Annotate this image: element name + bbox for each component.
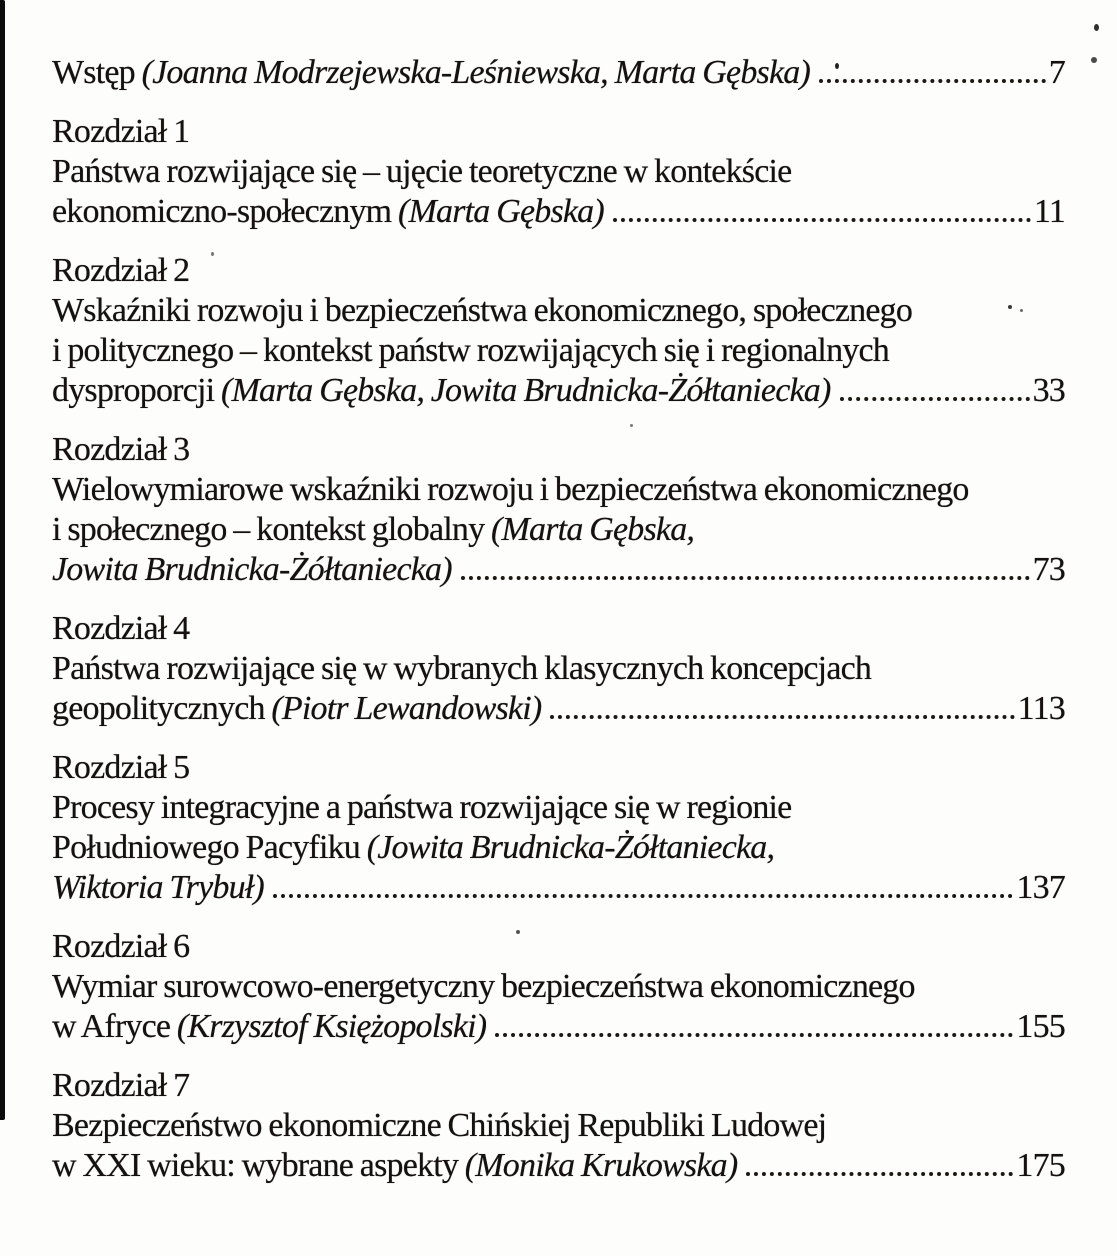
toc-line-with-page <box>52 192 1065 232</box>
toc-line-text <box>52 789 791 826</box>
toc-entry <box>52 609 1065 729</box>
title-text: geopolitycznych <box>52 690 272 727</box>
author-names: (Marta Gębska, <box>491 511 695 548</box>
toc-line <box>52 649 1065 689</box>
toc-line-text <box>52 550 452 590</box>
dot-leader <box>461 576 1030 580</box>
dot-leader <box>840 397 1030 401</box>
page-number: 7 <box>1048 54 1065 91</box>
toc-line-text <box>52 192 604 232</box>
toc-entry <box>52 251 1065 411</box>
toc-line <box>52 510 1065 550</box>
toc-entry <box>52 430 1065 590</box>
toc-line-with-page <box>52 689 1065 729</box>
title-text: Wskaźniki rozwoju i bezpieczeństwa ekonomicznego, społecznego <box>52 292 913 329</box>
toc-line <box>52 788 1065 828</box>
toc-line-text <box>52 53 810 93</box>
author-names: Jowita Brudnicka-Żółtaniecka) <box>52 551 452 588</box>
page-number: 33 <box>1032 372 1065 409</box>
chapter-label: Rozdział 3 <box>52 431 190 468</box>
author-names: (Monika Krukowska) <box>464 1147 738 1184</box>
toc-line-text <box>52 968 915 1005</box>
toc-line-text <box>52 292 912 329</box>
toc-line-with-page <box>52 53 1065 93</box>
toc-entry <box>52 1066 1065 1186</box>
toc-line <box>52 331 1065 371</box>
toc-entry <box>52 112 1065 232</box>
toc-list <box>52 53 1065 1186</box>
toc-line-text <box>52 153 791 190</box>
author-names: (Jowita Brudnicka-Żółtaniecka, <box>366 829 775 866</box>
author-names: (Joanna Modrzejewska-Leśniewska, Marta Gębska) <box>141 54 810 91</box>
title-text: ekonomiczno-społecznym <box>52 193 398 230</box>
toc-line-text <box>52 650 871 687</box>
toc-line-text <box>52 371 831 411</box>
toc-line <box>52 152 1065 192</box>
toc-entry <box>52 748 1065 908</box>
chapter-label: Rozdział 2 <box>52 252 190 289</box>
toc-line <box>52 967 1065 1007</box>
toc-line <box>52 1106 1065 1146</box>
author-names: Wiktoria Trybuł) <box>52 869 264 906</box>
title-text: Wstęp <box>52 54 142 91</box>
page-number: 113 <box>1017 690 1065 727</box>
toc-entry <box>52 53 1065 93</box>
chapter-label: Rozdział 6 <box>52 928 190 965</box>
toc-line-text <box>52 1146 737 1186</box>
title-text: Bezpieczeństwo ekonomiczne Chińskiej Republiki Ludowej <box>52 1107 827 1144</box>
toc-line <box>52 291 1065 331</box>
title-text: w Afryce <box>52 1008 177 1045</box>
title-text: Wielowymiarowe wskaźniki rozwoju i bezpieczeństwa ekonomicznego <box>52 471 969 508</box>
chapter-label: Rozdział 4 <box>52 610 190 647</box>
dot-leader <box>273 894 1013 898</box>
title-text: Procesy integracyjne a państwa rozwijające się w regionie <box>52 789 792 826</box>
title-text: Państwa rozwijające się – ujęcie teoretyczne w kontekście <box>52 153 792 190</box>
title-text: Wymiar surowcowo-energetyczny bezpieczeństwa ekonomicznego <box>52 968 915 1005</box>
toc-line-text <box>52 829 774 866</box>
page-number: 11 <box>1033 193 1065 230</box>
toc-line-text <box>52 1007 486 1047</box>
dot-leader <box>550 715 1014 719</box>
author-names: (Marta Gębska) <box>397 193 604 230</box>
dot-leader <box>613 218 1031 222</box>
toc-line-text <box>52 689 541 729</box>
page-number: 73 <box>1032 551 1065 588</box>
title-text: i społecznego – kontekst globalny <box>52 511 491 548</box>
page-number: 155 <box>1016 1008 1065 1045</box>
author-names: (Marta Gębska, Jowita Brudnicka-Żółtaniecka) <box>220 372 831 409</box>
toc-line-text <box>52 471 969 508</box>
dot-leader <box>495 1033 1013 1037</box>
dot-leader <box>746 1172 1013 1176</box>
scan-speck <box>1091 57 1097 63</box>
toc-line-text <box>52 868 264 908</box>
title-text: dysproporcji <box>52 372 221 409</box>
toc-line-text <box>52 1107 826 1144</box>
toc-line-text <box>52 511 694 548</box>
toc-entry <box>52 927 1065 1047</box>
scan-speck <box>1094 24 1099 31</box>
dot-leader <box>819 79 1046 83</box>
chapter-label: Rozdział 7 <box>52 1067 190 1104</box>
scan-edge-artifact <box>0 0 5 1120</box>
toc-line-text <box>52 332 889 369</box>
toc-line-with-page <box>52 371 1065 411</box>
title-text: Południowego Pacyfiku <box>52 829 367 866</box>
page-number: 175 <box>1016 1147 1065 1184</box>
author-names: (Piotr Lewandowski) <box>271 690 542 727</box>
title-text: i politycznego – kontekst państw rozwijających się i regionalnych <box>52 332 889 369</box>
toc-line-with-page <box>52 1146 1065 1186</box>
page-number: 137 <box>1016 869 1065 906</box>
toc-line-with-page <box>52 550 1065 590</box>
toc-line-with-page <box>52 1007 1065 1047</box>
author-names: (Krzysztof Księżopolski) <box>176 1008 487 1045</box>
chapter-label: Rozdział 1 <box>52 113 190 150</box>
toc-line <box>52 470 1065 510</box>
title-text: Państwa rozwijające się w wybranych klasycznych koncepcjach <box>52 650 872 687</box>
title-text: w XXI wieku: wybrane aspekty <box>52 1147 465 1184</box>
chapter-label: Rozdział 5 <box>52 749 190 786</box>
toc-line-with-page <box>52 868 1065 908</box>
toc-line <box>52 828 1065 868</box>
